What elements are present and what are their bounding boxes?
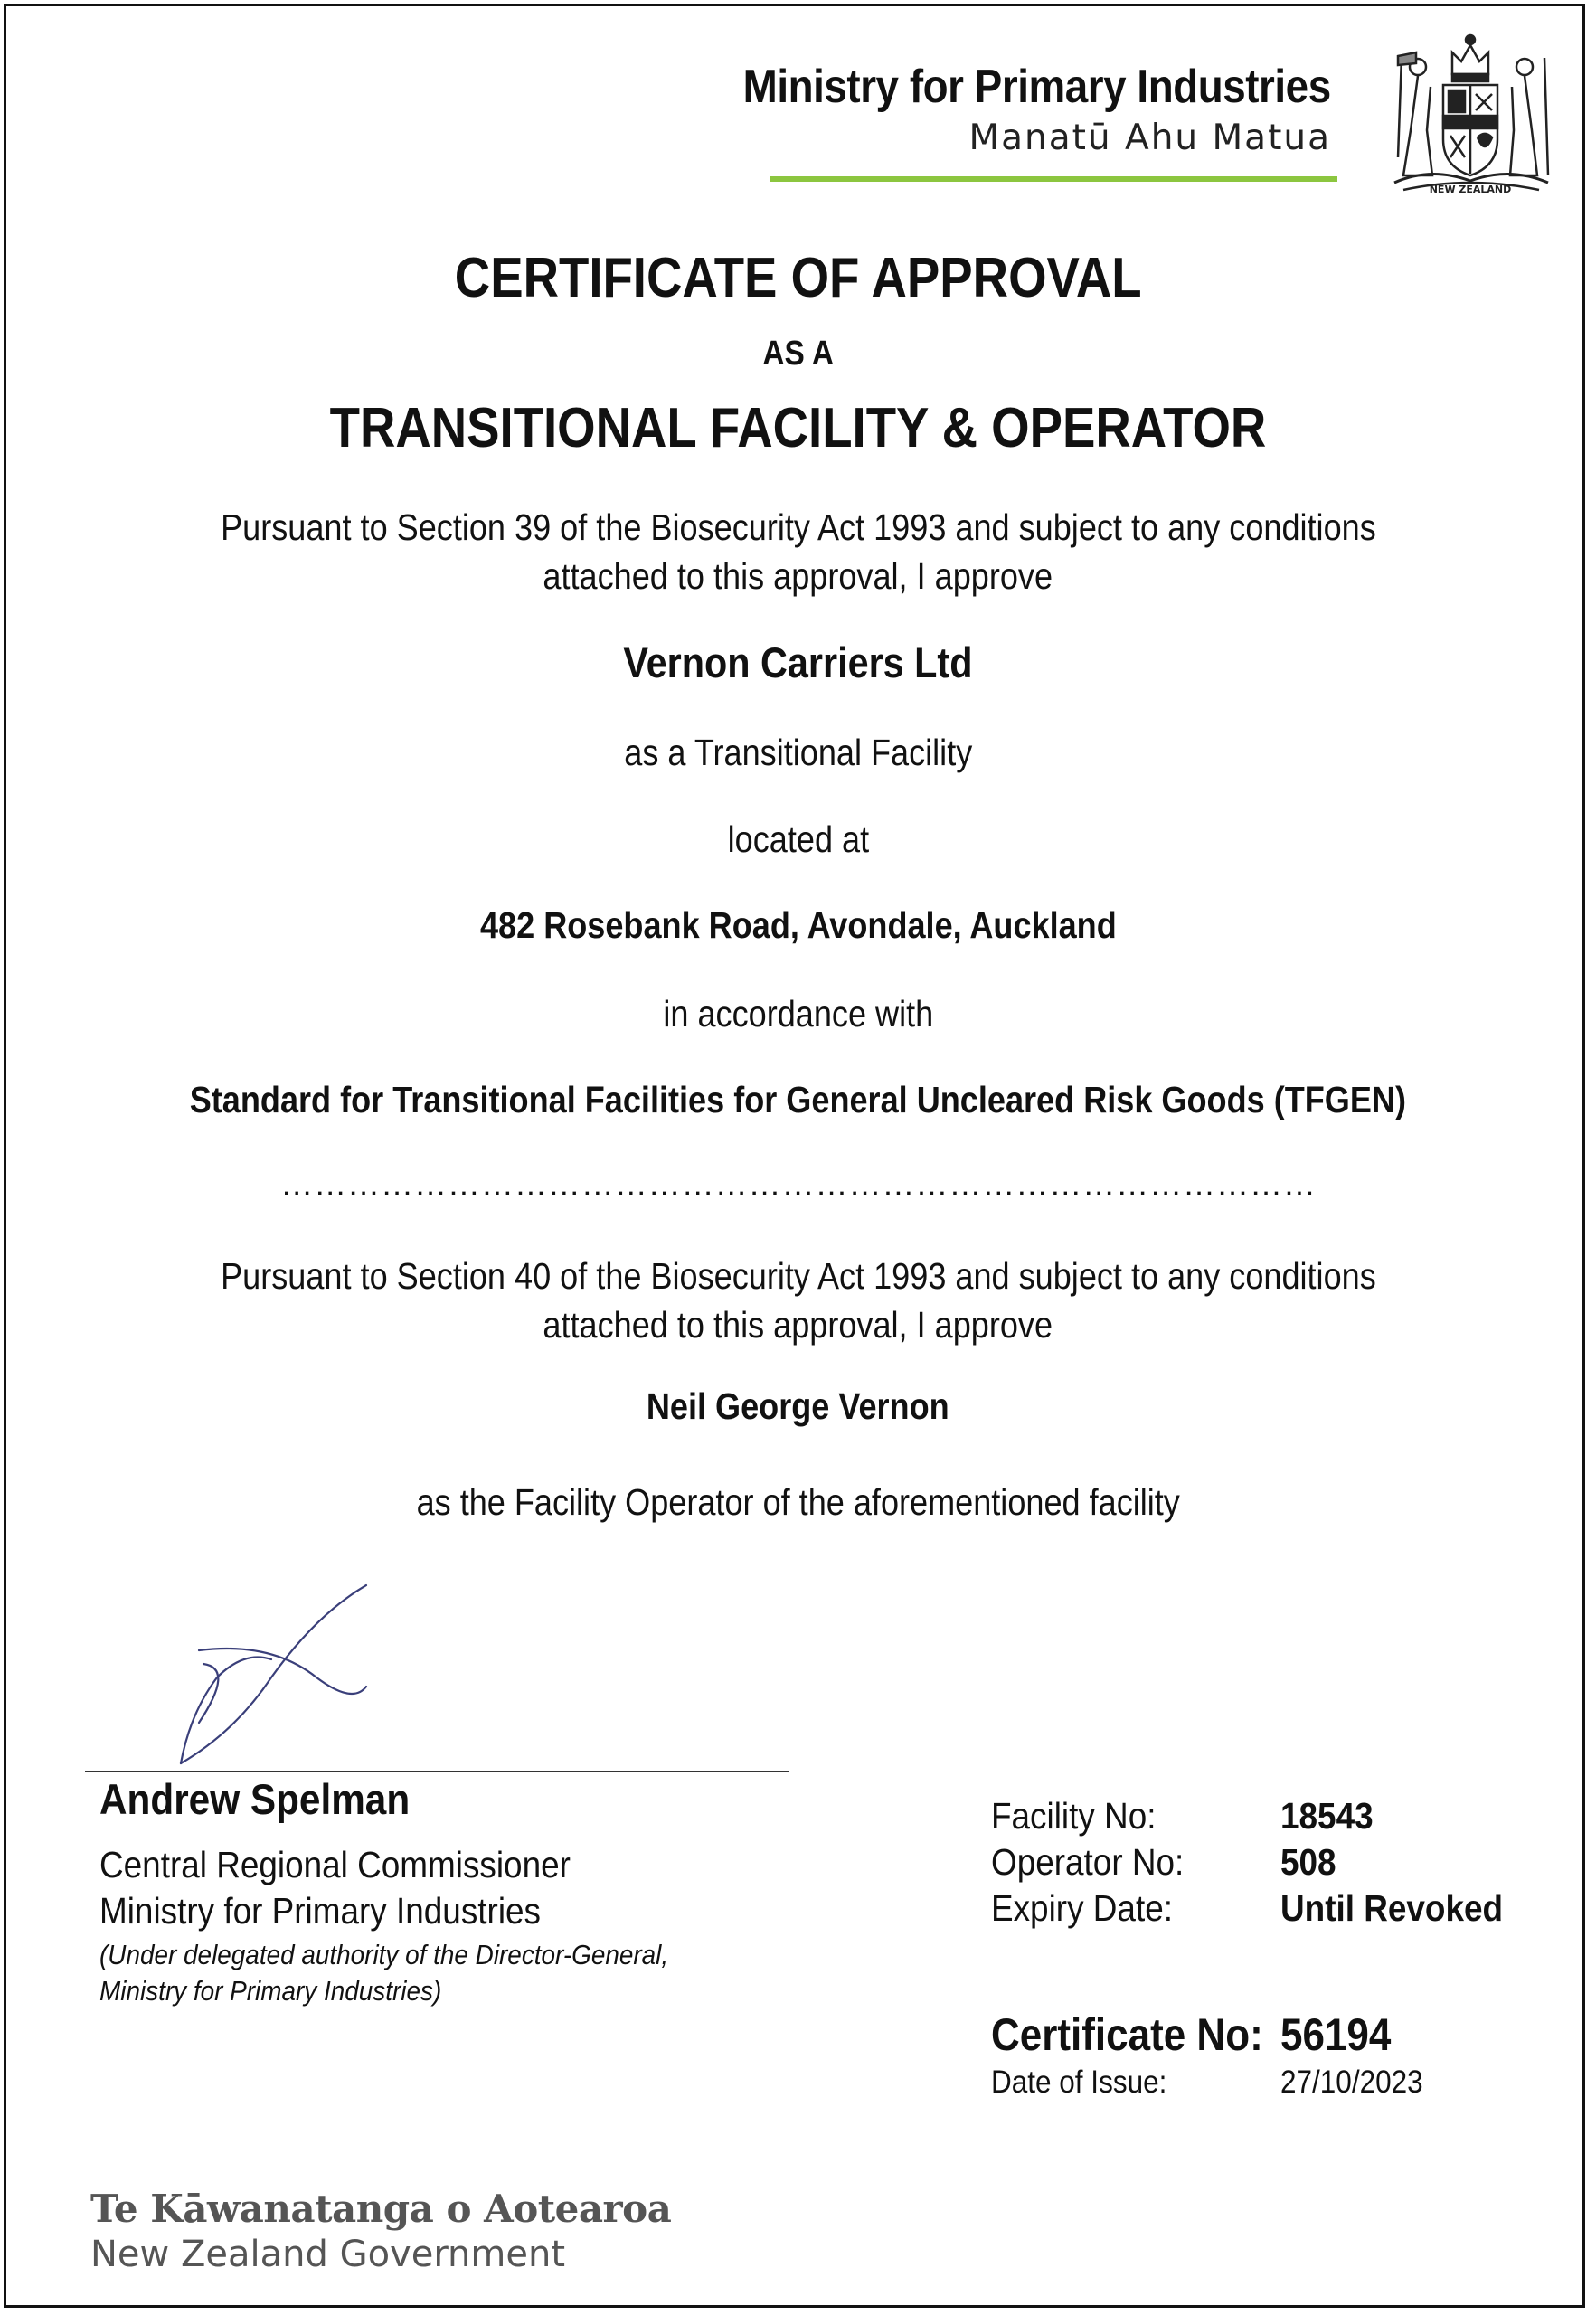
signatory-role: Central Regional Commissioner Ministry for Primary Industries [99, 1844, 571, 1932]
government-logo-english: New Zealand Government [90, 2234, 566, 2275]
section-40-paragraph: Pursuant to Section 40 of the Biosecurity Act 1993 and subject to any conditions attached to this approval, I approve [220, 1255, 1376, 1346]
signature-line [85, 1771, 789, 1772]
certificate-as-a: AS A [762, 335, 834, 373]
header-accent-rule [770, 176, 1337, 182]
facility-type: as a Transitional Facility [623, 732, 972, 773]
delegation-note: (Under delegated authority of the Director-General, Ministry for Primary Industries) [99, 1939, 669, 2007]
ministry-maori-name: Manatū Ahu Matua [968, 118, 1331, 158]
signatory-name: Andrew Spelman [99, 1775, 411, 1823]
expiry-date: Until Revoked [1280, 1887, 1504, 1929]
section-39-paragraph: Pursuant to Section 39 of the Biosecurity Act 1993 and subject to any conditions attached to this approval, I approve [220, 506, 1376, 597]
facility-standard: Standard for Transitional Facilities for General Uncleared Risk Goods (TFGEN) [189, 1079, 1407, 1120]
certificate-number: 56194 [1280, 2009, 1392, 2060]
in-accordance-label: in accordance with [663, 993, 933, 1035]
operator-number: 508 [1280, 1841, 1336, 1883]
government-logo-maori: Te Kāwanatanga o Aotearoa [90, 2187, 672, 2231]
nz-coat-of-arms-icon [1376, 22, 1564, 203]
ministry-name: Ministry for Primary Industries [742, 61, 1331, 113]
certificate-title: CERTIFICATE OF APPROVAL [454, 247, 1142, 309]
signatory-block [99, 1774, 669, 2007]
facility-address: 482 Rosebank Road, Avondale, Auckland [479, 904, 1117, 946]
operator-role: as the Facility Operator of the aforementioned facility [416, 1481, 1180, 1523]
emblem-motto: NEW ZEALAND [1429, 184, 1512, 195]
located-at-label: located at [727, 818, 869, 860]
facility-number: 18543 [1280, 1795, 1374, 1837]
handwritten-signature [163, 1578, 398, 1768]
dotted-divider: ………………………………………………………………………………… [279, 1162, 1317, 1204]
date-of-issue: 27/10/2023 [1280, 2065, 1423, 2100]
approved-entity: Vernon Carriers Ltd [623, 638, 973, 686]
certificate-subtitle: TRANSITIONAL FACILITY & OPERATOR [329, 397, 1267, 459]
operator-name: Neil George Vernon [647, 1385, 949, 1427]
